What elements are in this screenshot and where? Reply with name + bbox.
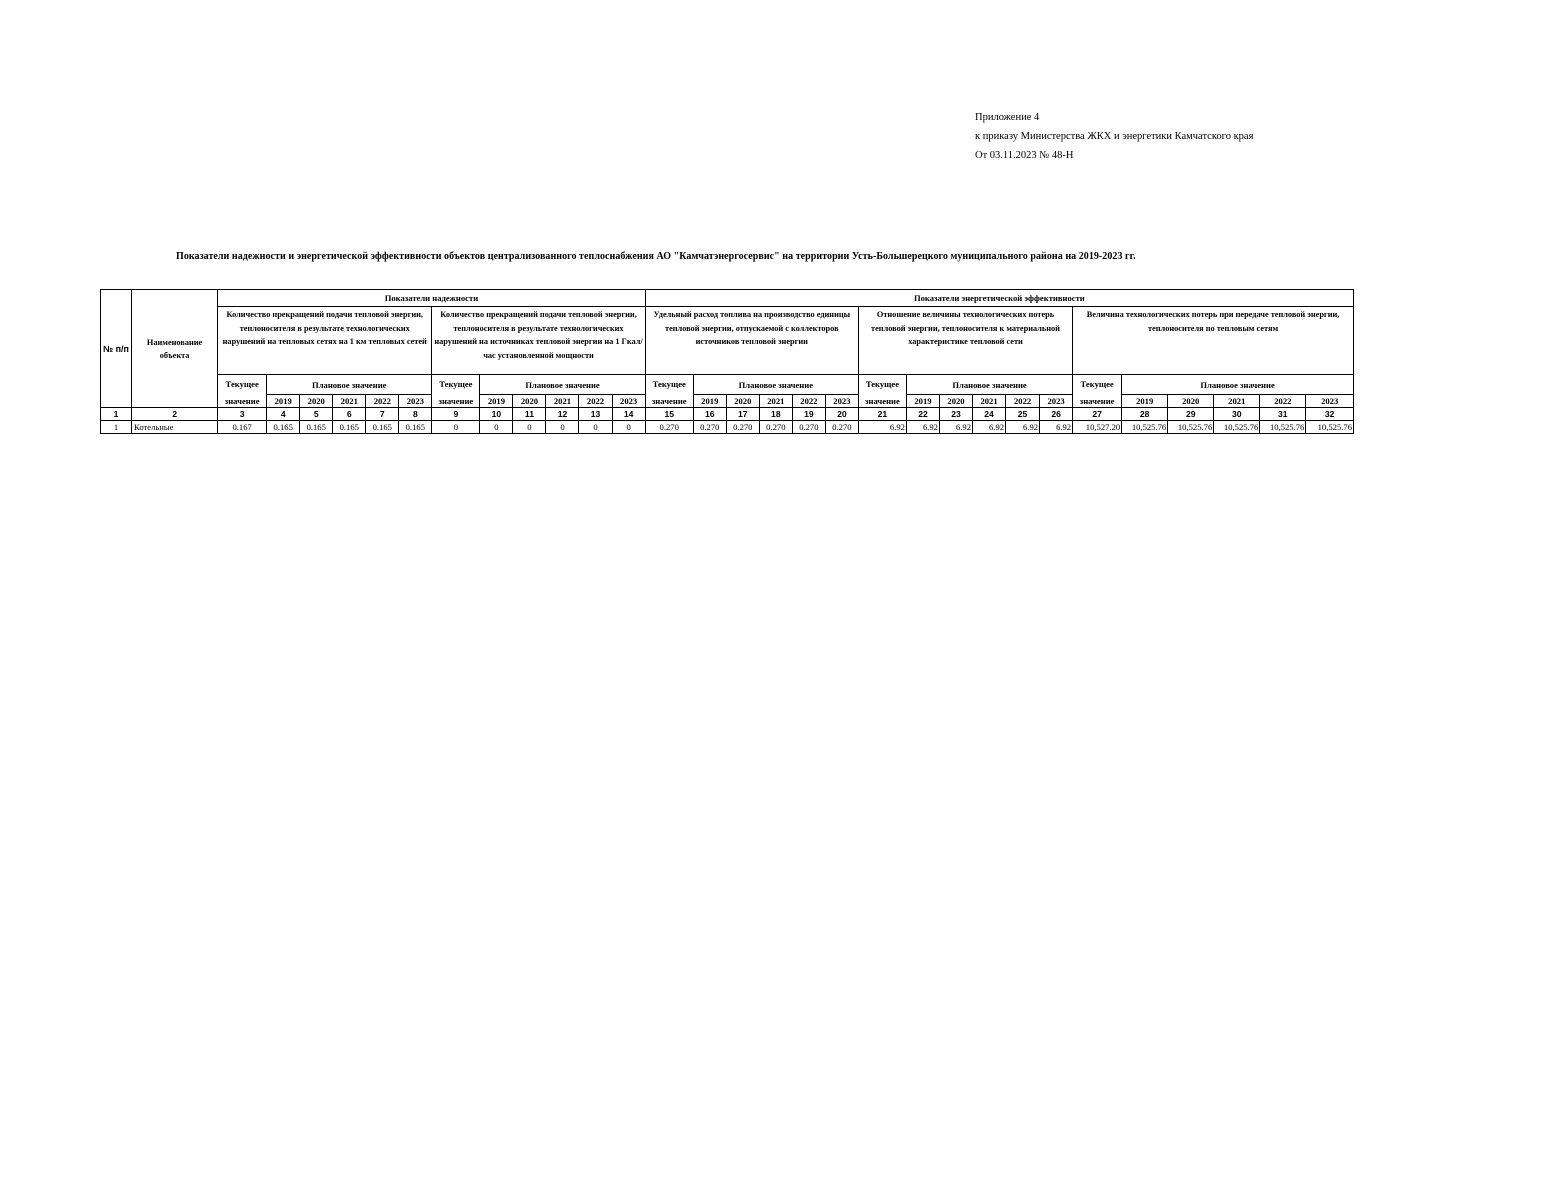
column-number: 6	[333, 408, 366, 421]
value-cell: 0.270	[645, 421, 693, 434]
column-number: 1	[101, 408, 132, 421]
year-header: 2020	[300, 395, 333, 408]
column-number: 22	[906, 408, 939, 421]
current-label-top: Текущее	[1080, 379, 1114, 389]
column-number: 17	[726, 408, 759, 421]
planned-value-header: Плановое значение	[906, 375, 1072, 395]
year-header: 2020	[726, 395, 759, 408]
value-cell: 6.92	[973, 421, 1006, 434]
value-cell: 0.270	[759, 421, 792, 434]
document-title: Показатели надежности и энергетической эффективности объектов централизованного теплоснабжения АО "Камчатэнергосервис" на территории Усть-Большерецкого муниципального района на 2019-2023 гг.	[176, 251, 1136, 262]
value-cell: 0.270	[693, 421, 726, 434]
column-number: 30	[1214, 408, 1260, 421]
column-number: 32	[1306, 408, 1354, 421]
value-cell: 10,525.76	[1122, 421, 1168, 434]
year-header: 2021	[759, 395, 792, 408]
value-cell: 6.92	[858, 421, 906, 434]
value-cell: 0.167	[218, 421, 267, 434]
column-number: 25	[1006, 408, 1040, 421]
current-label-top: Текущее	[865, 379, 900, 389]
year-header: 2023	[399, 395, 432, 408]
column-number: 18	[759, 408, 792, 421]
current-label-top: Текущее	[439, 379, 473, 389]
value-cell: 0.165	[300, 421, 333, 434]
column-number: 20	[825, 408, 858, 421]
year-header: 2021	[973, 395, 1006, 408]
group-reliability: Показатели надежности	[218, 290, 646, 307]
value-cell: 6.92	[939, 421, 972, 434]
indicators-table	[100, 289, 1354, 434]
current-value-header	[645, 375, 693, 408]
value-cell: 10,527.20	[1073, 421, 1122, 434]
value-cell: 0	[480, 421, 513, 434]
indicator-desc: Количество прекращений подачи тепловой энергии, теплоносителя в результате технологических нарушений на тепловых сетях на 1 км тепловых сетей	[218, 307, 432, 375]
header-name-label: Наименование объекта	[146, 337, 203, 360]
value-cell: 10,525.76	[1306, 421, 1354, 434]
value-cell: 6.92	[1006, 421, 1040, 434]
appendix-line-3: От 03.11.2023 № 48-Н	[975, 150, 1074, 161]
column-number: 19	[792, 408, 825, 421]
current-value-header	[432, 375, 480, 408]
column-number: 7	[366, 408, 399, 421]
year-header: 2020	[1168, 395, 1214, 408]
year-header: 2020	[939, 395, 972, 408]
value-cell: 0	[546, 421, 579, 434]
indicator-desc: Количество прекращений подачи тепловой энергии, теплоносителя в результате технологических нарушений на источниках тепловой энергии на 1 Гкал/час установленной мощности	[432, 307, 645, 375]
value-cell: 0.165	[399, 421, 432, 434]
year-header: 2019	[693, 395, 726, 408]
current-label-bottom: значение	[1079, 396, 1115, 406]
year-header: 2022	[1006, 395, 1040, 408]
year-header: 2022	[579, 395, 612, 408]
current-label-bottom: значение	[224, 396, 260, 406]
year-header: 2022	[792, 395, 825, 408]
column-number: 26	[1040, 408, 1073, 421]
year-header: 2020	[513, 395, 546, 408]
year-header: 2021	[333, 395, 366, 408]
column-number: 14	[612, 408, 645, 421]
year-header: 2019	[906, 395, 939, 408]
value-cell: 0.270	[792, 421, 825, 434]
column-number: 15	[645, 408, 693, 421]
current-label-bottom: значение	[651, 396, 687, 406]
value-cell: 10,525.76	[1260, 421, 1306, 434]
year-header: 2021	[1214, 395, 1260, 408]
value-cell: 0	[579, 421, 612, 434]
column-number: 21	[858, 408, 906, 421]
value-cell: 10,525.76	[1214, 421, 1260, 434]
current-value-header	[218, 375, 267, 408]
column-number: 16	[693, 408, 726, 421]
value-cell: 0.165	[267, 421, 300, 434]
value-cell: 6.92	[1040, 421, 1073, 434]
year-header: 2021	[546, 395, 579, 408]
appendix-line-2: к приказу Министерства ЖКХ и энергетики Камчатского края	[975, 131, 1254, 142]
planned-value-header: Плановое значение	[693, 375, 858, 395]
appendix-line-1: Приложение 4	[975, 112, 1040, 123]
value-cell: 0.270	[825, 421, 858, 434]
group-efficiency: Показатели энергетической эффективности	[645, 290, 1353, 307]
year-header: 2019	[1122, 395, 1168, 408]
year-header: 2023	[825, 395, 858, 408]
year-header: 2023	[612, 395, 645, 408]
planned-value-header: Плановое значение	[1122, 375, 1354, 395]
column-number: 4	[267, 408, 300, 421]
value-cell: 6.92	[906, 421, 939, 434]
indicator-desc: Удельный расход топлива на производство единицы тепловой энергии, отпускаемой с коллекторов источников тепловой энергии	[645, 307, 858, 375]
column-number: 29	[1168, 408, 1214, 421]
column-number: 28	[1122, 408, 1168, 421]
appendix-note	[975, 108, 1253, 165]
column-number: 2	[132, 408, 218, 421]
year-header: 2019	[480, 395, 513, 408]
value-cell: 0.165	[333, 421, 366, 434]
planned-value-header: Плановое значение	[480, 375, 645, 395]
column-number: 11	[513, 408, 546, 421]
column-number: 9	[432, 408, 480, 421]
column-number: 23	[939, 408, 972, 421]
column-number: 24	[973, 408, 1006, 421]
current-value-header	[1073, 375, 1122, 408]
year-header: 2022	[366, 395, 399, 408]
value-cell: 0	[612, 421, 645, 434]
current-value-header	[858, 375, 906, 408]
column-number: 5	[300, 408, 333, 421]
year-header: 2022	[1260, 395, 1306, 408]
current-label-top: Текущее	[652, 379, 686, 389]
year-header: 2019	[267, 395, 300, 408]
current-label-bottom: значение	[438, 396, 474, 406]
header-name	[132, 290, 218, 408]
value-cell: 0	[432, 421, 480, 434]
column-number: 8	[399, 408, 432, 421]
header-num: № п/п	[101, 290, 132, 408]
value-cell: 0	[513, 421, 546, 434]
column-number: 10	[480, 408, 513, 421]
table-row	[101, 421, 1354, 434]
value-cell: 0.270	[726, 421, 759, 434]
current-label-bottom: значение	[865, 396, 900, 406]
current-label-top: Текущее	[225, 379, 259, 389]
indicator-desc: Величина технологических потерь при передаче тепловой энергии, теплоносителя по тепловым сетям	[1073, 307, 1354, 375]
row-number: 1	[101, 421, 132, 434]
column-number: 13	[579, 408, 612, 421]
indicator-desc: Отношение величины технологических потерь тепловой энергии, теплоносителя к материальной характеристике тепловой сети	[858, 307, 1072, 375]
column-number: 31	[1260, 408, 1306, 421]
value-cell: 10,525.76	[1168, 421, 1214, 434]
column-number: 3	[218, 408, 267, 421]
column-number: 12	[546, 408, 579, 421]
column-number: 27	[1073, 408, 1122, 421]
planned-value-header: Плановое значение	[267, 375, 432, 395]
year-header: 2023	[1306, 395, 1354, 408]
year-header: 2023	[1040, 395, 1073, 408]
value-cell: 0.165	[366, 421, 399, 434]
row-name: Котельные	[132, 421, 218, 434]
